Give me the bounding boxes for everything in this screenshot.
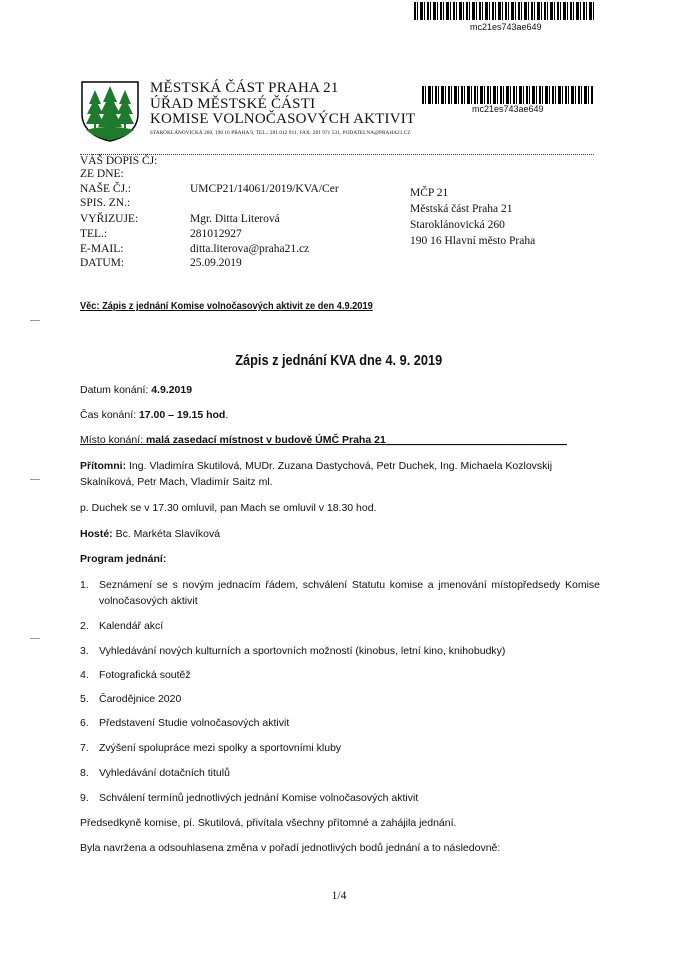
ref-value-tel: 281012927 [190, 228, 242, 240]
ref-label-spis-zn: SPIS. ZN.: [80, 197, 131, 209]
program-item-text: Zvýšení spolupráce mezi spolky a sportovními kluby [99, 742, 342, 754]
subject-line: Věc: Zápis z jednání Komise volnočasových aktivit ze den 4.9.2019 [80, 300, 373, 312]
letterhead-line3: KOMISE VOLNOČASOVÝCH AKTIVIT [150, 111, 416, 127]
program-item-text: Čarodějnice 2020 [99, 693, 182, 705]
margin-fold-mark [30, 320, 40, 321]
meeting-time-suffix: . [225, 409, 229, 421]
barcode-top-text: mc21es743ae649 [470, 22, 542, 32]
program-item-text: Schválení termínů jednotlivých jednání Komise volnočasových aktivit [99, 792, 419, 804]
program-item-number: 6. [80, 717, 89, 729]
meeting-date-value: 4.9.2019 [151, 384, 193, 396]
letterhead-line2: ÚŘAD MĚSTSKÉ ČÁSTI [150, 96, 316, 112]
guests-text: Bc. Markéta Slavíková [112, 528, 221, 540]
program-item-number: 7. [80, 742, 89, 754]
guests [80, 526, 600, 542]
program-item-text: Kalendář akcí [99, 620, 164, 632]
program-item-text: Seznámení se s novým jednacím řádem, schválení Statutu komise a jmenování místopředsedy Komise volnočasových aktivit [99, 579, 600, 607]
excuse-note: p. Duchek se v 17.30 omluvil, pan Mach se omluvil v 18.30 hod. [80, 502, 377, 514]
guests-label: Hosté: [80, 528, 113, 540]
coat-of-arms-logo [80, 80, 140, 142]
barcode-letterhead-text: mc21es743ae649 [472, 104, 544, 114]
ref-value-vyrizuje: Mgr. Ditta Literová [190, 213, 280, 225]
recipient-line-1: MČP 21 [410, 187, 449, 199]
ref-value-datum: 25.09.2019 [190, 257, 242, 269]
meeting-place-label: Místo konání: [80, 434, 146, 446]
page-number: 1/4 [331, 890, 347, 902]
ref-label-nase-cj: NAŠE ČJ.: [80, 183, 132, 195]
barcode-top [414, 2, 594, 20]
ref-value-email: ditta.literova@praha21.cz [190, 243, 310, 255]
program-item-number: 3. [80, 645, 89, 657]
program-item-text: Fotografická soutěž [99, 669, 191, 681]
closing-paragraph-1: Předsedkyně komise, pí. Skutilová, přivítala všechny přítomné a zahájila jednání. [80, 817, 457, 829]
program-item-number: 1. [80, 579, 89, 591]
ref-label-datum: DATUM: [80, 257, 125, 269]
margin-fold-mark [30, 638, 40, 639]
meeting-time [80, 407, 600, 423]
attendees-text: Ing. Vladimíra Skutilová, MUDr. Zuzana Dastychová, Petr Duchek, Ing. Michaela Kozlovskij Skalníková, Petr Mach, Vladimír Saitz ml. [80, 460, 553, 488]
closing-paragraph-2: Byla navržena a odsouhlasena změna v pořadí jednotlivých bodů jednání a to následovně: [80, 842, 501, 854]
ref-label-vyrizuje: VYŘIZUJE: [80, 213, 139, 225]
recipient-line-3: Staroklánovická 260 [410, 219, 505, 231]
program-item-text: Vyhledávání nových kulturních a sportovních možností (kinobus, letní kino, knihobudky) [99, 645, 506, 657]
meeting-place-fill: _______________________________ [385, 434, 567, 446]
attendees [80, 458, 600, 490]
barcode-letterhead [422, 86, 594, 104]
meeting-time-value: 17.00 – 19.15 hod [138, 409, 226, 421]
program-item-text: Představení Studie volnočasových aktivit [99, 717, 290, 729]
recipient-line-4: 190 16 Hlavní město Praha [410, 235, 536, 247]
ref-value-nase-cj: UMCP21/14061/2019/KVA/Cer [190, 183, 339, 195]
attendees-label: Přítomni: [80, 460, 127, 472]
meeting-place-value: malá zasedací místnost v budově ÚMČ Praha 21 [145, 434, 386, 446]
program-item-text: Vyhledávání dotačních titulů [99, 767, 230, 779]
meeting-place [80, 432, 620, 448]
ref-label-email: E-MAIL: [80, 243, 124, 255]
ref-label-ze-dne: ZE DNE: [80, 168, 124, 180]
meeting-time-label: Čas konání: [80, 409, 139, 421]
letterhead-address: STAROKLÁNOVICKÁ 260, 190 16 PRAHA 9, TEL.: 281 012 911, FAX: 281 971 531, PODATELNA@PRAHA21.CZ [150, 130, 411, 136]
margin-fold-mark [30, 479, 40, 480]
meeting-date [80, 382, 600, 398]
program-item-number: 2. [80, 620, 89, 632]
ref-label-vas-dopis: VÁŠ DOPIS ČJ: [80, 155, 158, 167]
program-item-number: 8. [80, 767, 89, 779]
page-title [0, 352, 678, 369]
program-item [80, 577, 600, 611]
program-item-number: 9. [80, 792, 89, 804]
program-item-number: 4. [80, 669, 89, 681]
letterhead-line1: MĚSTSKÁ ČÁST PRAHA 21 [150, 80, 339, 96]
program-heading: Program jednání: [80, 553, 167, 565]
recipient-line-2: Městská část Praha 21 [410, 203, 513, 215]
meeting-date-label: Datum konání: [80, 384, 152, 396]
page-title-text: Zápis z jednání KVA dne 4. 9. 2019 [235, 352, 443, 369]
program-item-number: 5. [80, 693, 89, 705]
ref-label-tel: TEL.: [80, 228, 108, 240]
